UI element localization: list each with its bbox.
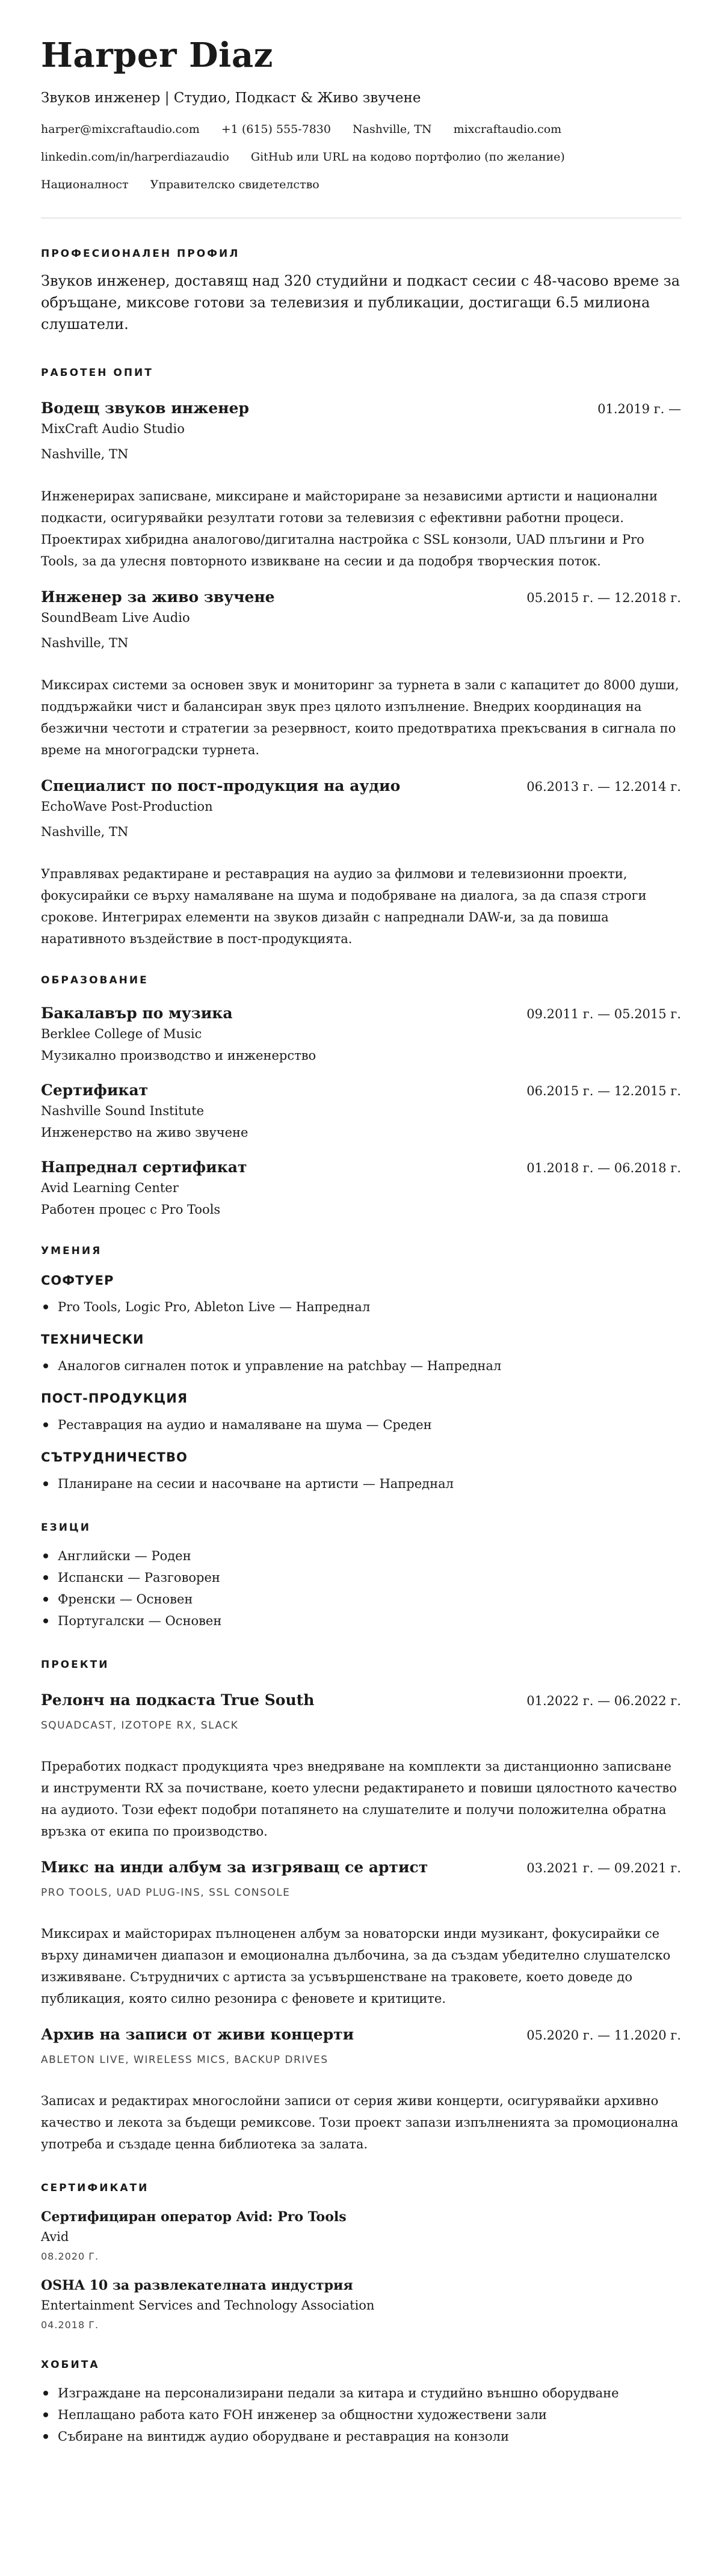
- project-item: [41, 1691, 681, 1842]
- experience-section-title: РАБОТЕН ОПИТ: [41, 367, 153, 379]
- job-location: Nashville, TN: [41, 825, 129, 839]
- linkedin-link[interactable]: linkedin.com/in/harperdiazaudio: [41, 150, 229, 164]
- experience-section: [41, 366, 681, 950]
- school-name: Nashville Sound Institute: [41, 1104, 205, 1118]
- skill-item: Реставрация на аудио и намаляване на шума — Среден: [58, 1414, 681, 1436]
- skill-group: [41, 1390, 681, 1436]
- profile-section-title: ПРОФЕСИОНАЛЕН ПРОФИЛ: [41, 248, 240, 260]
- school-name: Berklee College of Music: [41, 1027, 202, 1041]
- job-dates: 01.2019 г. —: [597, 402, 681, 416]
- certification-issuer: Entertainment Services and Technology Association: [41, 2298, 375, 2313]
- experience-item: [41, 776, 681, 950]
- skill-category: СОФТУЕР: [41, 1273, 114, 1288]
- project-dates: 01.2022 г. — 06.2022 г.: [526, 1694, 681, 1708]
- skill-list: [41, 1473, 681, 1495]
- education-item: [41, 1158, 681, 1218]
- project-description: Миксирах и майсторирах пълноценен албум за новаторски инди музикант, фокусирайки се върху динамичен диапазон и емоционална дълбочина, за да създам убедително слушателско изживяване. Сътрудничих с артиста за усъвършенстване на траковете, което доведе до публикация, която силно резонира с феновете и критиците.: [41, 1926, 671, 2006]
- profile-summary: Звуков инженер, доставящ над 320 студийни и подкаст сесии с 48-часово време за обръщане, миксове готови за телевизия и публикации, достигащи 6.5 милиона слушатели.: [41, 272, 680, 333]
- language-item: Испански — Разговорен: [58, 1567, 681, 1588]
- company-name: MixCraft Audio Studio: [41, 422, 185, 436]
- education-item-header: [41, 1081, 681, 1100]
- language-item: Френски — Основен: [58, 1588, 681, 1610]
- job-description: Инженерирах записване, миксиране и майсториране за независими артисти и национални подкасти, осигурявайки резултати готови за телевизия с ефективни работни процеси. Проектирах хибридна аналогово/дигитална настройка с SSL конзоли, UAD плъгини и Pro Tools, за да улесня повторното извикване на сесии и да подобря творческия поток.: [41, 489, 658, 568]
- education-item-header: [41, 1004, 681, 1023]
- job-dates: 05.2015 г. — 12.2018 г.: [526, 591, 681, 605]
- email-link[interactable]: harper@mixcraftaudio.com: [41, 123, 200, 136]
- certification-item: [41, 2276, 681, 2332]
- certification-item: [41, 2208, 681, 2263]
- certification-name: OSHA 10 за развлекателната индустрия: [41, 2278, 353, 2293]
- experience-item-header: [41, 588, 681, 607]
- education-section-title: ОБРАЗОВАНИЕ: [41, 974, 149, 986]
- school-name: Avid Learning Center: [41, 1181, 179, 1195]
- certifications-section: [41, 2181, 681, 2332]
- portfolio-link[interactable]: GitHub или URL на кодово портфолио (по желание): [250, 150, 565, 164]
- education-item: [41, 1004, 681, 1064]
- education-dates: 06.2015 г. — 12.2015 г.: [526, 1084, 681, 1098]
- degree-title: Напреднал сертификат: [41, 1158, 247, 1176]
- study-field: Инженерство на живо звучене: [41, 1125, 248, 1140]
- certification-issuer: Avid: [41, 2230, 69, 2244]
- degree-title: Бакалавър по музика: [41, 1004, 233, 1022]
- job-title: Водещ звуков инженер: [41, 399, 249, 417]
- study-field: Работен процес с Pro Tools: [41, 1202, 221, 1217]
- experience-item-header: [41, 776, 681, 796]
- study-field: Музикално производство и инженерство: [41, 1048, 316, 1063]
- job-description: Миксирах системи за основен звук и мониторинг за турнета в зали с капацитет до 8000 души, поддържайки чист и балансиран звук през цялото изпълнение. Внедрих координация на безжични честоти и стратегии за резервност, които предотвратиха прекъсвания в сигнала по време на многоградски турнета.: [41, 678, 679, 757]
- hobbies-section: [41, 2358, 681, 2447]
- hobbies-section-title: ХОБИТА: [41, 2359, 100, 2371]
- project-tags: PRO TOOLS, UAD PLUG-INS, SSL CONSOLE: [41, 1887, 291, 1899]
- skill-item: Аналогов сигнален поток и управление на patchbay — Напреднал: [58, 1355, 681, 1377]
- project-dates: 05.2020 г. — 11.2020 г.: [526, 2028, 681, 2043]
- education-section: [41, 974, 681, 1218]
- language-item: Английски — Роден: [58, 1545, 681, 1567]
- skills-section-title: УМЕНИЯ: [41, 1245, 102, 1257]
- skill-group: [41, 1449, 681, 1495]
- skill-category: ПОСТ-ПРОДУКЦИЯ: [41, 1391, 188, 1406]
- skills-section: [41, 1244, 681, 1495]
- education-item: [41, 1081, 681, 1141]
- project-name: Микс на инди албум за изгряващ се артист: [41, 1858, 428, 1876]
- projects-section-title: ПРОЕКТИ: [41, 1659, 110, 1671]
- job-title: Инженер за живо звучене: [41, 588, 275, 606]
- language-list: [41, 1545, 681, 1632]
- hobby-item: Събиране на винтидж аудио оборудване и реставрация на конзоли: [58, 2426, 681, 2447]
- degree-title: Сертификат: [41, 1081, 149, 1099]
- skill-category: СЪТРУДНИЧЕСТВО: [41, 1450, 188, 1465]
- languages-section-title: ЕЗИЦИ: [41, 1522, 91, 1534]
- languages-section: [41, 1521, 681, 1632]
- candidate-name: Harper Diaz: [41, 35, 273, 75]
- project-item: [41, 1858, 681, 2009]
- company-name: EchoWave Post-Production: [41, 799, 213, 814]
- project-name: Релонч на подкаста True South: [41, 1691, 315, 1709]
- project-name: Архив на записи от живи концерти: [41, 2026, 354, 2043]
- job-title: Специалист по пост-продукция на аудио: [41, 777, 401, 795]
- project-item-header: [41, 2025, 681, 2044]
- project-item-header: [41, 1858, 681, 1877]
- skill-group: [41, 1272, 681, 1318]
- education-dates: 09.2011 г. — 05.2015 г.: [526, 1007, 681, 1021]
- education-dates: 01.2018 г. — 06.2018 г.: [526, 1161, 681, 1175]
- skill-group: [41, 1331, 681, 1377]
- projects-section: [41, 1658, 681, 2155]
- certification-name: Сертифициран оператор Avid: Pro Tools: [41, 2209, 347, 2225]
- project-dates: 03.2021 г. — 09.2021 г.: [526, 1861, 681, 1875]
- certification-date: 04.2018 Г.: [41, 2319, 99, 2331]
- license-text: Управителско свидетелство: [150, 178, 319, 191]
- experience-item-header: [41, 399, 681, 418]
- project-tags: SQUADCAST, IZOTOPE RX, SLACK: [41, 1720, 239, 1732]
- skill-item: Планиране на сесии и насочване на артисти — Напреднал: [58, 1473, 681, 1495]
- hobby-item: Неплащано работа като FOH инженер за общностни художествени зали: [58, 2404, 681, 2426]
- hobby-item: Изграждане на персонализирани педали за китара и студийно външно оборудване: [58, 2382, 681, 2404]
- certifications-section-title: СЕРТИФИКАТИ: [41, 2182, 149, 2194]
- website-link[interactable]: mixcraftaudio.com: [453, 123, 562, 136]
- profile-section: [41, 247, 681, 335]
- skill-list: [41, 1414, 681, 1436]
- resume-header: [41, 36, 681, 192]
- project-description: Записах и редактирах многослойни записи от серия живи концерти, осигурявайки архивно качество и лекота за бъдещи ремиксове. Този проект запази изпълненията за промоционална употреба и създаде ценна библиотека за залата.: [41, 2094, 679, 2151]
- job-description: Управлявах редактиране и реставрация на аудио за филмови и телевизионни проекти, фокусирайки се върху намаляване на шума и подобряване на диалога, за да спазя строги срокове. Интегрирах елементи на звуков дизайн с напреднали DAW-и, за да повиша наративното въздействие в пост-продукцията.: [41, 867, 647, 946]
- skill-item: Pro Tools, Logic Pro, Ableton Live — Напреднал: [58, 1296, 681, 1318]
- project-item-header: [41, 1691, 681, 1710]
- project-description: Преработих подкаст продукцията чрез внедряване на комплекти за дистанционно записване и инструменти RX за почистване, което улесни редактирането и повиши цялостното качество на аудиото. Този ефект подобри потапянето на слушателите и получи положителна обратна връзка от екипа по производство.: [41, 1759, 677, 1839]
- hobby-list: [41, 2382, 681, 2447]
- phone-text: +1 (615) 555-7830: [221, 123, 331, 136]
- experience-item: [41, 399, 681, 572]
- project-tags: ABLETON LIVE, WIRELESS MICS, BACKUP DRIVES: [41, 2054, 329, 2066]
- job-location: Nashville, TN: [41, 636, 129, 650]
- certification-date: 08.2020 Г.: [41, 2251, 99, 2262]
- skill-list: [41, 1355, 681, 1377]
- contact-line-primary: [41, 121, 681, 137]
- experience-item: [41, 588, 681, 761]
- skill-list: [41, 1296, 681, 1318]
- nationality-text: Националност: [41, 178, 129, 191]
- location-text: Nashville, TN: [353, 123, 432, 136]
- skill-category: ТЕХНИЧЕСКИ: [41, 1332, 144, 1347]
- company-name: SoundBeam Live Audio: [41, 610, 190, 625]
- language-item: Португалски — Основен: [58, 1610, 681, 1632]
- project-item: [41, 2025, 681, 2155]
- education-item-header: [41, 1158, 681, 1177]
- contact-line-personal: [41, 177, 681, 192]
- contact-line-links: [41, 149, 681, 165]
- job-location: Nashville, TN: [41, 447, 129, 461]
- headline: Звуков инженер | Студио, Подкаст & Живо звучене: [41, 90, 421, 106]
- job-dates: 06.2013 г. — 12.2014 г.: [526, 779, 681, 794]
